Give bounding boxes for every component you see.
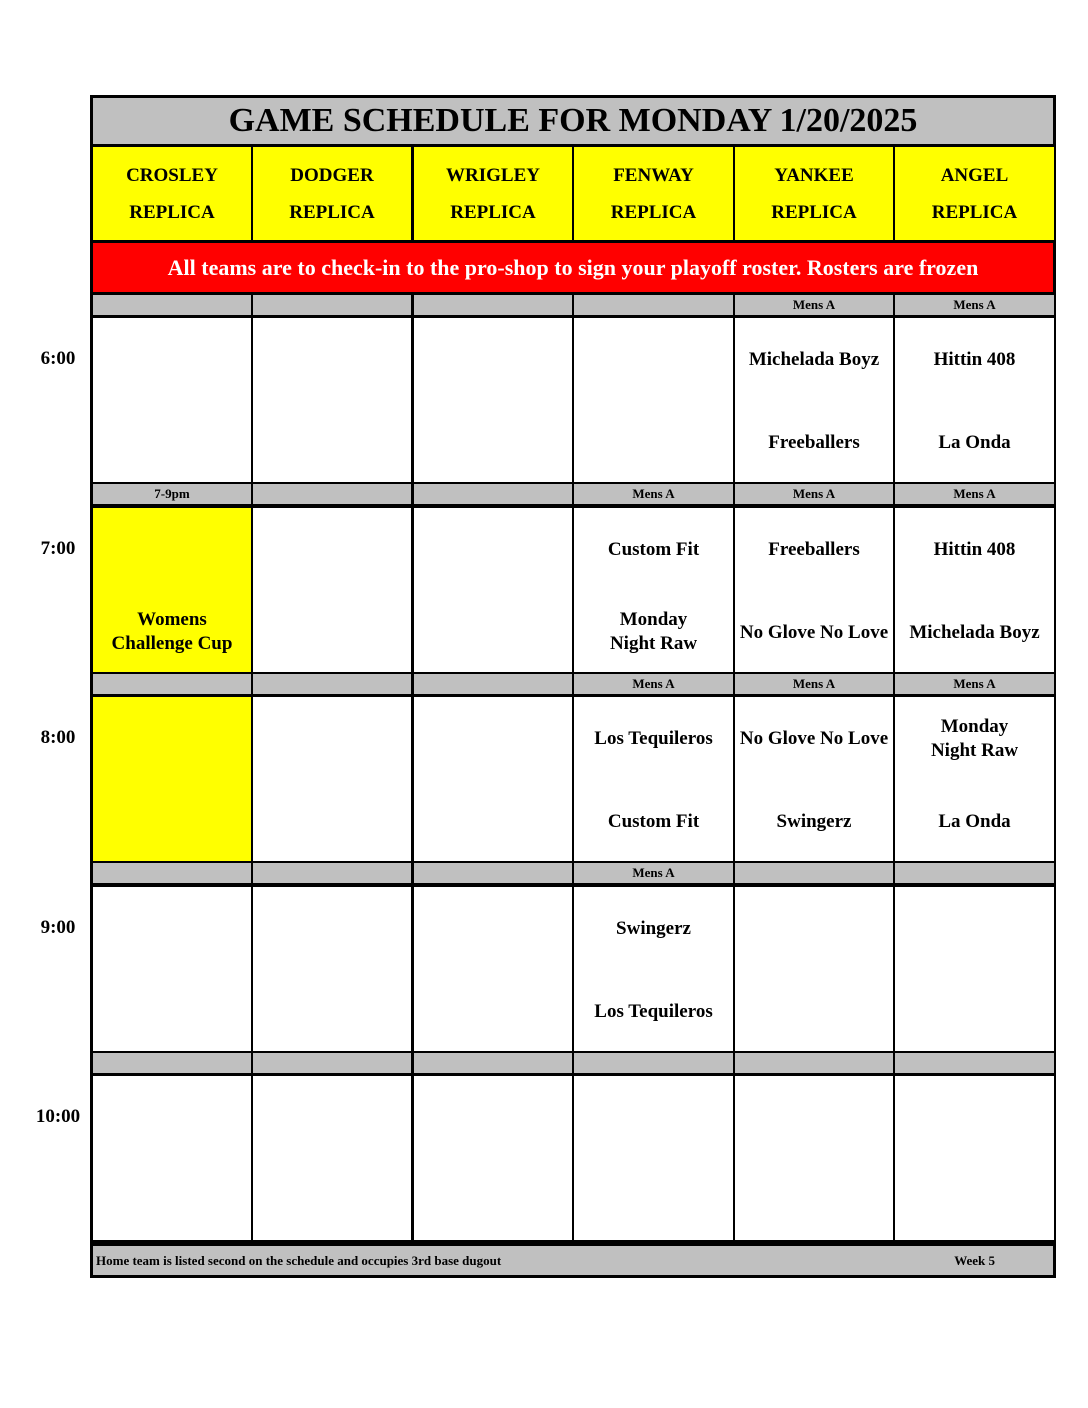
field-name: YANKEE [774,164,854,186]
event-name: Womens Challenge Cup [111,609,233,654]
time-label: 10:00 [35,1106,81,1127]
division-label [93,295,251,315]
game-cell [93,887,251,1051]
division-label [895,863,1054,883]
field-header-yankee [735,147,893,240]
week-number: Week 5 [954,1252,995,1268]
game-cell [735,1076,893,1240]
division-label [253,484,411,504]
team-home: La Onda [938,811,1011,832]
time-label: 6:00 [40,348,76,369]
division-label [574,1053,733,1073]
team-away: Los Tequileros [594,728,713,749]
field-subtitle: REPLICA [931,201,1018,223]
team-home: Los Tequileros [594,1001,713,1022]
division-label [253,674,411,694]
game-cell [895,508,1054,672]
division-label [414,484,572,504]
team-away: No Glove No Love [739,728,889,749]
game-cell [735,697,893,861]
team-home: Monday Night Raw [609,609,698,654]
division-label [93,863,251,883]
game-cell [895,318,1054,482]
division-label [735,863,893,883]
division-label: Mens A [735,674,893,694]
division-label [253,1053,411,1073]
team-away: Hittin 408 [933,349,1016,370]
field-header-dodger [253,147,411,240]
field-subtitle: REPLICA [289,201,375,223]
division-label [253,863,411,883]
time-label: 7:00 [40,538,76,559]
game-cell [414,697,572,861]
division-label [253,295,411,315]
notice-banner: All teams are to check-in to the pro-shop to sign your playoff roster. Rosters are frozen [93,243,1053,292]
team-home: Swingerz [776,811,852,832]
game-cell [414,1076,572,1240]
game-cell [414,508,572,672]
game-cell [253,508,411,672]
schedule-sheet [90,95,1056,1278]
field-subtitle: REPLICA [771,201,857,223]
division-label [574,295,733,315]
division-label: Mens A [735,484,893,504]
field-header-angel [895,147,1054,240]
team-away: Michelada Boyz [748,349,880,370]
time-label: 9:00 [40,917,76,938]
team-home: Freeballers [768,432,860,453]
game-cell [253,887,411,1051]
team-away: Swingerz [616,918,691,939]
home-team-note: Home team is listed second on the schedule and occupies 3rd base dugout [96,1252,502,1268]
team-home: Custom Fit [607,811,700,832]
division-label [93,1053,251,1073]
game-cell [253,318,411,482]
team-away: Custom Fit [607,539,700,560]
game-cell [735,508,893,672]
game-cell [93,508,251,672]
team-home: Michelada Boyz [909,622,1040,643]
team-away: Hittin 408 [933,539,1016,560]
division-label: Mens A [735,295,893,315]
division-label: Mens A [895,674,1054,694]
field-subtitle: REPLICA [129,201,215,223]
game-cell [574,1076,733,1240]
field-header-wrigley [414,147,572,240]
field-subtitle: REPLICA [610,201,697,223]
game-cell [895,697,1054,861]
field-subtitle: REPLICA [450,201,536,223]
field-name: ANGEL [940,164,1009,186]
division-label: Mens A [574,674,733,694]
game-cell [574,887,733,1051]
division-label: 7-9pm [93,484,251,504]
game-cell [93,697,251,861]
field-name: CROSLEY [126,164,218,186]
field-header-fenway [574,147,733,240]
team-away: Monday Night Raw [930,716,1019,761]
game-cell [414,318,572,482]
division-label: Mens A [895,295,1054,315]
game-cell [253,1076,411,1240]
game-cell [735,887,893,1051]
division-label: Mens A [895,484,1054,504]
field-header-crosley [93,147,251,240]
game-cell [253,697,411,861]
division-label: Mens A [574,484,733,504]
division-label [93,674,251,694]
game-cell [414,887,572,1051]
team-home: No Glove No Love [739,622,889,643]
game-cell [93,318,251,482]
field-name: DODGER [290,164,374,186]
game-cell [735,318,893,482]
game-cell [574,318,733,482]
division-label [414,295,572,315]
division-label [414,1053,572,1073]
team-away: Freeballers [768,539,860,560]
game-cell [895,1076,1054,1240]
team-home: La Onda [938,432,1011,453]
game-cell [574,508,733,672]
division-label [414,863,572,883]
division-label: Mens A [574,863,733,883]
schedule-title: GAME SCHEDULE FOR MONDAY 1/20/2025 [93,98,1053,144]
field-name: WRIGLEY [446,164,540,186]
game-cell [574,697,733,861]
time-label: 8:00 [40,727,76,748]
game-cell [895,887,1054,1051]
division-label [735,1053,893,1073]
field-name: FENWAY [613,164,694,186]
division-label [414,674,572,694]
division-label [895,1053,1054,1073]
schedule-footer [93,1246,1053,1275]
game-cell [93,1076,251,1240]
